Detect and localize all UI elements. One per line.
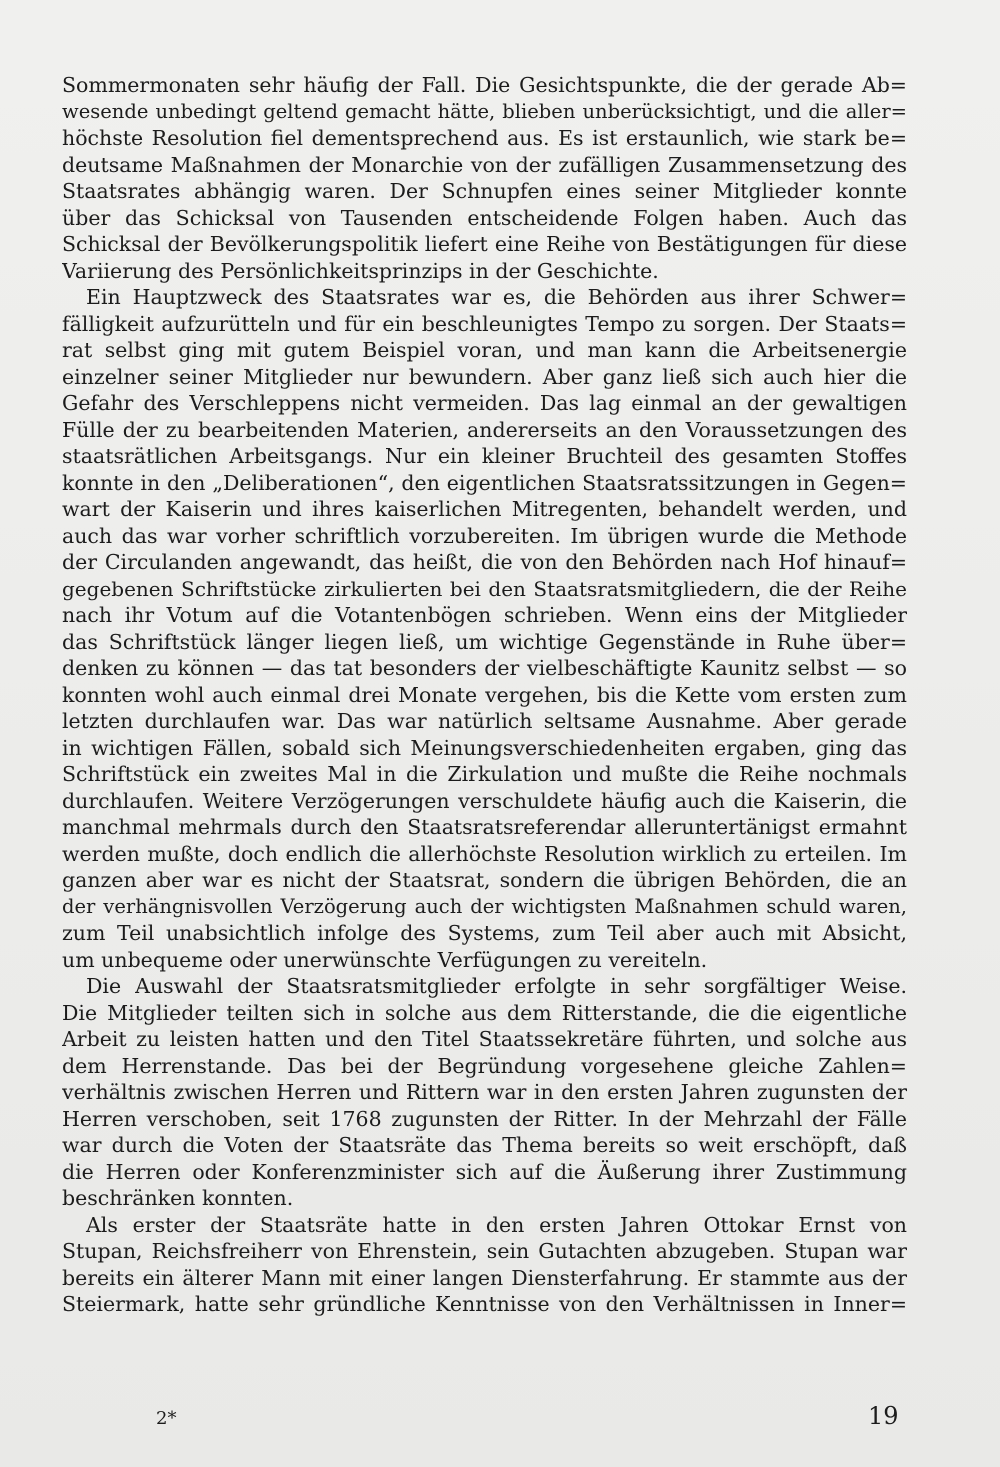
text-line: war durch die Voten der Staatsräte das Thema bereits so weit erschöpft, daß bbox=[62, 1133, 907, 1157]
text-line: Gefahr des Verschleppens nicht vermeiden. Das lag einmal an der gewaltigen bbox=[62, 391, 907, 415]
text-line: Die Auswahl der Staatsratsmitglieder erfolgte in sehr sorgfältiger Weise. bbox=[86, 974, 907, 998]
text-line: der Circulanden angewandt, das heißt, die von den Behörden nach Hof hinauf= bbox=[62, 550, 907, 574]
text-line: fälligkeit aufzurütteln und für ein beschleunigtes Tempo zu sorgen. Der Staats= bbox=[62, 311, 907, 336]
text-line: staatsrätlichen Arbeitsgangs. Nur ein kleiner Bruchteil des gesamten Stoffes bbox=[62, 444, 907, 468]
text-line: die Herren oder Konferenzminister sich auf die Äußerung ihrer Zustimmung bbox=[62, 1159, 907, 1184]
paragraph-2 bbox=[62, 284, 907, 973]
text-line: Sommermonaten sehr häufig der Fall. Die Gesichtspunkte, die der gerade Ab= bbox=[62, 73, 907, 97]
text-line: über das Schicksal von Tausenden entscheidende Folgen haben. Auch das bbox=[62, 205, 907, 230]
text-line: der verhängnisvollen Verzögerung auch der wichtigsten Maßnahmen schuld waren, bbox=[62, 894, 907, 918]
page-number: 19 bbox=[868, 1402, 899, 1430]
signature-mark: 2* bbox=[156, 1408, 177, 1429]
text-line: bereits ein älterer Mann mit einer langen Diensterfahrung. Er stammte aus der bbox=[62, 1265, 907, 1290]
text-line: auch das war vorher schriftlich vorzubereiten. Im übrigen wurde die Methode bbox=[62, 523, 907, 548]
text-line: Schriftstück ein zweites Mal in die Zirkulation und mußte die Reihe nochmals bbox=[62, 762, 907, 786]
text-line: in wichtigen Fällen, sobald sich Meinungsverschiedenheiten ergaben, ging das bbox=[62, 735, 907, 760]
text-line: Fülle der zu bearbeitenden Materien, andererseits an den Voraussetzungen des bbox=[62, 417, 907, 442]
text-line: ganzen aber war es nicht der Staatsrat, sondern die übrigen Behörden, die an bbox=[62, 868, 907, 892]
text-line: nach ihr Votum auf die Votantenbögen schrieben. Wenn eins der Mitglieder bbox=[62, 603, 907, 627]
text-line: Steiermark, hatte sehr gründliche Kenntnisse von den Verhältnissen in Inner= bbox=[62, 1292, 907, 1316]
text-line: das Schriftstück länger liegen ließ, um wichtige Gegenstände in Ruhe über= bbox=[62, 629, 907, 654]
text-line: Arbeit zu leisten hatten und den Titel Staatssekretäre führten, und solche aus bbox=[62, 1027, 907, 1051]
text-line: verhältnis zwischen Herren und Rittern war in den ersten Jahren zugunsten der bbox=[62, 1080, 907, 1104]
text-line: werden mußte, doch endlich die allerhöchste Resolution wirklich zu erteilen. Im bbox=[62, 841, 907, 866]
paragraph-3 bbox=[62, 973, 907, 1212]
text-line: beschränken konnten. bbox=[62, 1186, 294, 1210]
body-text bbox=[62, 72, 907, 1318]
text-line: konnte in den „Deliberationen“, den eigentlichen Staatsratssitzungen in Gegen= bbox=[62, 470, 907, 495]
text-line: einzelner seiner Mitglieder nur bewundern. Aber ganz ließ sich auch hier die bbox=[62, 364, 907, 389]
text-line: deutsame Maßnahmen der Monarchie von der zufälligen Zusammensetzung des bbox=[62, 152, 907, 177]
text-line: wesende unbedingt geltend gemacht hätte, blieben unberücksichtigt, und die aller= bbox=[62, 99, 907, 123]
text-line: denken zu können — das tat besonders der vielbeschäftigte Kaunitz selbst — so bbox=[62, 656, 907, 680]
text-line: Stupan, Reichsfreiherr von Ehrenstein, sein Gutachten abzugeben. Stupan war bbox=[62, 1239, 907, 1263]
text-line: höchste Resolution fiel dementsprechend aus. Es ist erstaunlich, wie stark be= bbox=[62, 126, 907, 150]
text-line: um unbequeme oder unerwünschte Verfügungen zu vereiteln. bbox=[62, 947, 708, 972]
text-line: gegebenen Schriftstücke zirkulierten bei den Staatsratsmitgliedern, die der Reihe bbox=[62, 576, 907, 601]
text-line: letzten durchlaufen war. Das war natürlich seltsame Ausnahme. Aber gerade bbox=[62, 709, 907, 733]
text-line: Herren verschoben, seit 1768 zugunsten der Ritter. In der Mehrzahl der Fälle bbox=[62, 1106, 907, 1131]
text-line: Schicksal der Bevölkerungspolitik liefert eine Reihe von Bestätigungen für diese bbox=[62, 232, 907, 256]
text-line: wart der Kaiserin und ihres kaiserlichen Mitregenten, behandelt werden, und bbox=[62, 497, 907, 521]
text-line: rat selbst ging mit gutem Beispiel voran, und man kann die Arbeitsenergie bbox=[62, 338, 907, 362]
text-line: dem Herrenstande. Das bei der Begründung vorgesehene gleiche Zahlen= bbox=[62, 1053, 907, 1078]
text-line: durchlaufen. Weitere Verzögerungen verschuldete häufig auch die Kaiserin, die bbox=[62, 788, 907, 813]
text-line: Als erster der Staatsräte hatte in den ersten Jahren Ottokar Ernst von bbox=[86, 1212, 907, 1237]
text-line: Variierung des Persönlichkeitsprinzips in der Geschichte. bbox=[62, 258, 659, 283]
paragraph-4 bbox=[62, 1212, 907, 1318]
page-footer bbox=[0, 1402, 1000, 1432]
text-line: Die Mitglieder teilten sich in solche aus dem Ritterstande, die die eigentliche bbox=[62, 1000, 907, 1025]
text-line: konnten wohl auch einmal drei Monate vergehen, bis die Kette vom ersten zum bbox=[62, 682, 907, 707]
text-line: Staatsrates abhängig waren. Der Schnupfen eines seiner Mitglieder konnte bbox=[62, 179, 907, 203]
text-line: zum Teil unabsichtlich infolge des Systems, zum Teil aber auch mit Absicht, bbox=[62, 921, 907, 945]
paragraph-1 bbox=[62, 72, 907, 284]
text-line: Ein Hauptzweck des Staatsrates war es, die Behörden aus ihrer Schwer= bbox=[86, 285, 907, 309]
text-line: manchmal mehrmals durch den Staatsratsreferendar alleruntertänigst ermahnt bbox=[62, 815, 907, 839]
